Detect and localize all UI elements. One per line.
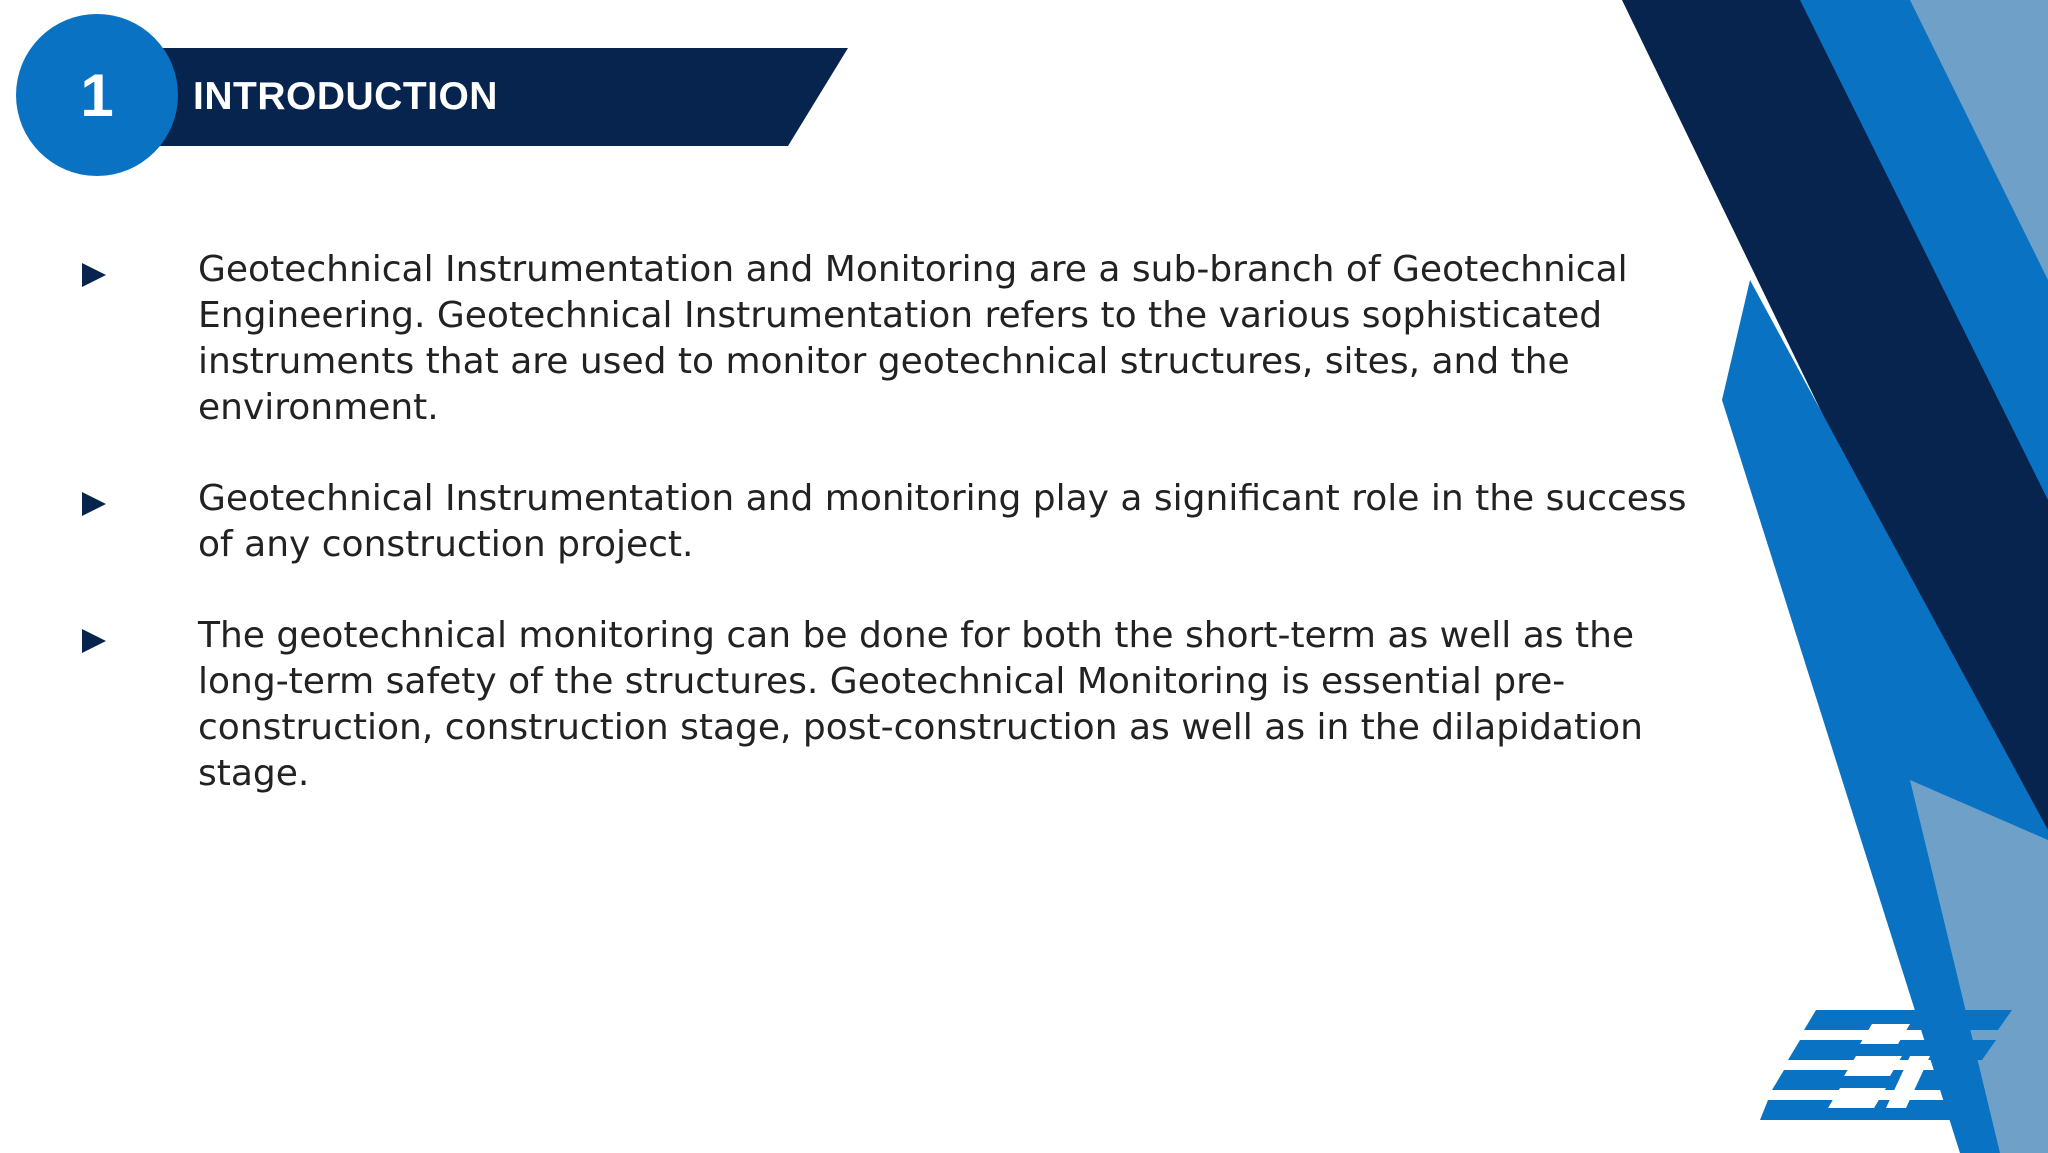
bullet-item: [80, 613, 1720, 797]
play-triangle-icon: [80, 261, 108, 289]
play-triangle-icon: [80, 490, 108, 518]
bullet-list: [80, 247, 1720, 842]
bullet-text: Geotechnical Instrumentation and monitoring play a significant role in the success of any construction project.: [198, 478, 1687, 565]
bullet-text: Geotechnical Instrumentation and Monitoring are a sub-branch of Geotechnical Engineering. Geotechnical Instrumentation refers to the various sophisticated instruments that are used to monitor geotechnical structures, sites, and the environment.: [198, 249, 1628, 428]
section-number-badge: 1: [16, 14, 178, 176]
bullet-item: [80, 476, 1720, 568]
company-logo-icon: [1760, 1010, 2016, 1120]
play-triangle-icon: [80, 627, 108, 655]
bullet-text: The geotechnical monitoring can be done for both the short-term as well as the long-term safety of the structures. Geotechnical Monitoring is essential pre-construction, construction stage, post-construction as well as in the dilapidation stage.: [198, 615, 1643, 794]
bullet-item: [80, 247, 1720, 431]
section-title: INTRODUCTION: [193, 75, 498, 118]
